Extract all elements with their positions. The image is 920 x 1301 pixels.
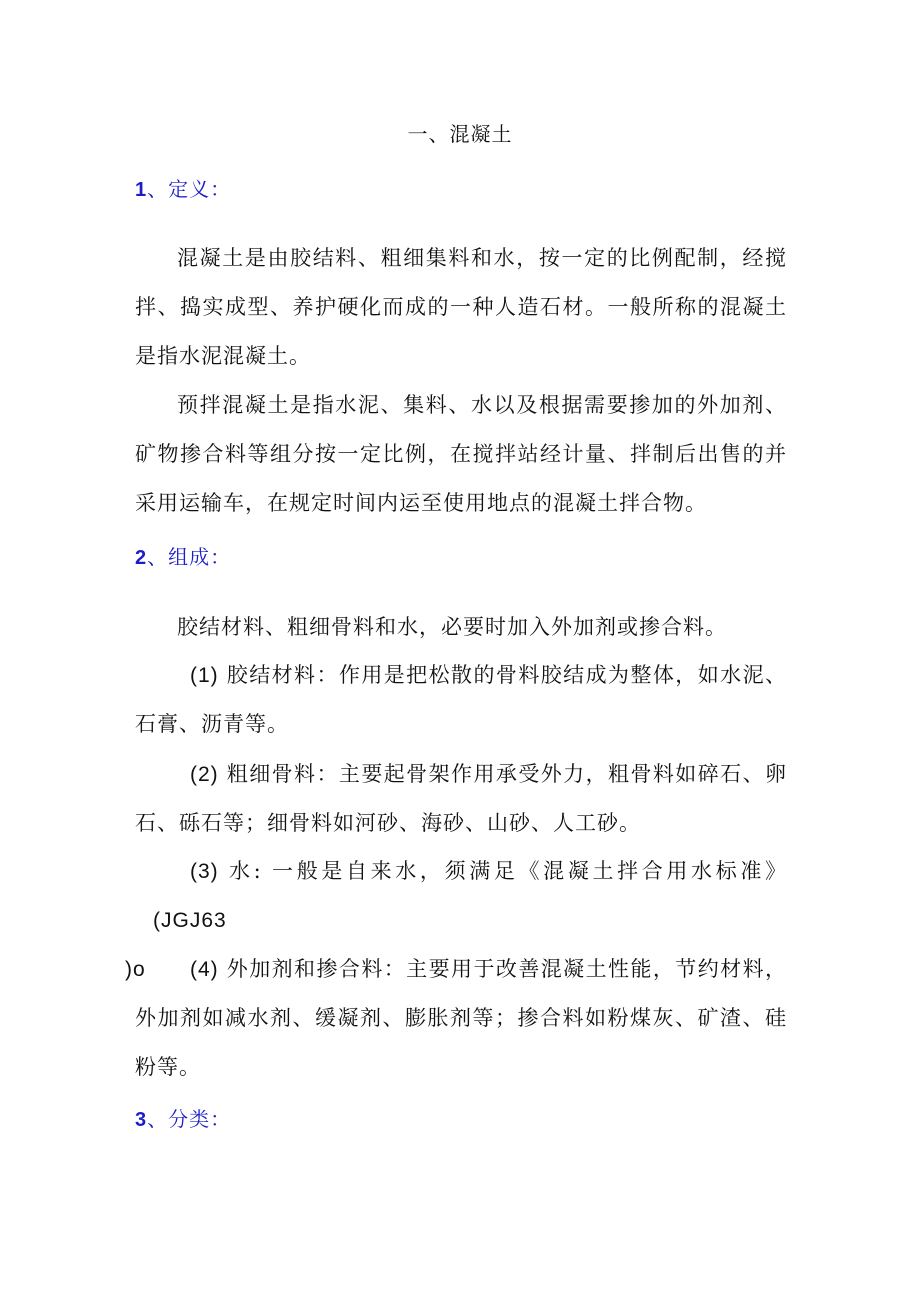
section-label: 、分类： bbox=[147, 1107, 232, 1131]
composition-item-1 bbox=[135, 651, 787, 749]
composition-item-4 bbox=[135, 945, 787, 1092]
section-label: 、定义： bbox=[147, 177, 232, 201]
section-label: 、组成： bbox=[147, 545, 232, 569]
item-tail: )o bbox=[125, 958, 146, 981]
section-number: 1 bbox=[135, 179, 148, 201]
item-text: 水: 一般是自来水，须满足《混凝土拌合用水标准》 bbox=[229, 859, 787, 883]
item-standard-code: (JGJ63 bbox=[153, 909, 227, 932]
item-marker: (1) bbox=[190, 664, 219, 687]
item-marker: (3) bbox=[190, 860, 219, 883]
composition-item-2 bbox=[135, 750, 787, 848]
item-marker: (2) bbox=[190, 763, 219, 786]
page-title: 一、混凝土 bbox=[407, 122, 513, 146]
item-text: 外加剂和掺合料：主要用于改善混凝土性能，节约材料，外加剂如减水剂、缓凝剂、膨胀剂等；掺合料如粉煤灰、矿渣、硅粉等。 bbox=[135, 957, 787, 1079]
definition-paragraph-2: 预拌混凝土是指水泥、集料、水以及根据需要掺加的外加剂、矿物掺合料等组分按一定比例，在搅拌站经计量、拌制后出售的并采用运输车，在规定时间内运至使用地点的混凝土拌合物。 bbox=[135, 393, 787, 515]
section-heading-classification bbox=[135, 1103, 231, 1132]
item-text: 胶结材料：作用是把松散的骨料胶结成为整体，如水泥、石膏、沥青等。 bbox=[135, 663, 787, 736]
section-number: 3 bbox=[135, 1109, 148, 1131]
composition-intro: 胶结材料、粗细骨料和水，必要时加入外加剂或掺合料。 bbox=[177, 615, 727, 639]
section-number: 2 bbox=[135, 547, 148, 569]
item-marker: (4) bbox=[190, 958, 219, 981]
section-heading-composition bbox=[135, 541, 231, 570]
item-text: 粗细骨料：主要起骨架作用承受外力，粗骨料如碎石、卵石、砾石等；细骨料如河砂、海砂、山砂、人工砂。 bbox=[135, 762, 787, 835]
definition-paragraph-1: 混凝土是由胶结料、粗细集料和水，按一定的比例配制，经搅拌、捣实成型、养护硬化而成的一种人造石材。一般所称的混凝土是指水泥混凝土。 bbox=[135, 246, 787, 368]
section-heading-definition bbox=[135, 173, 231, 202]
